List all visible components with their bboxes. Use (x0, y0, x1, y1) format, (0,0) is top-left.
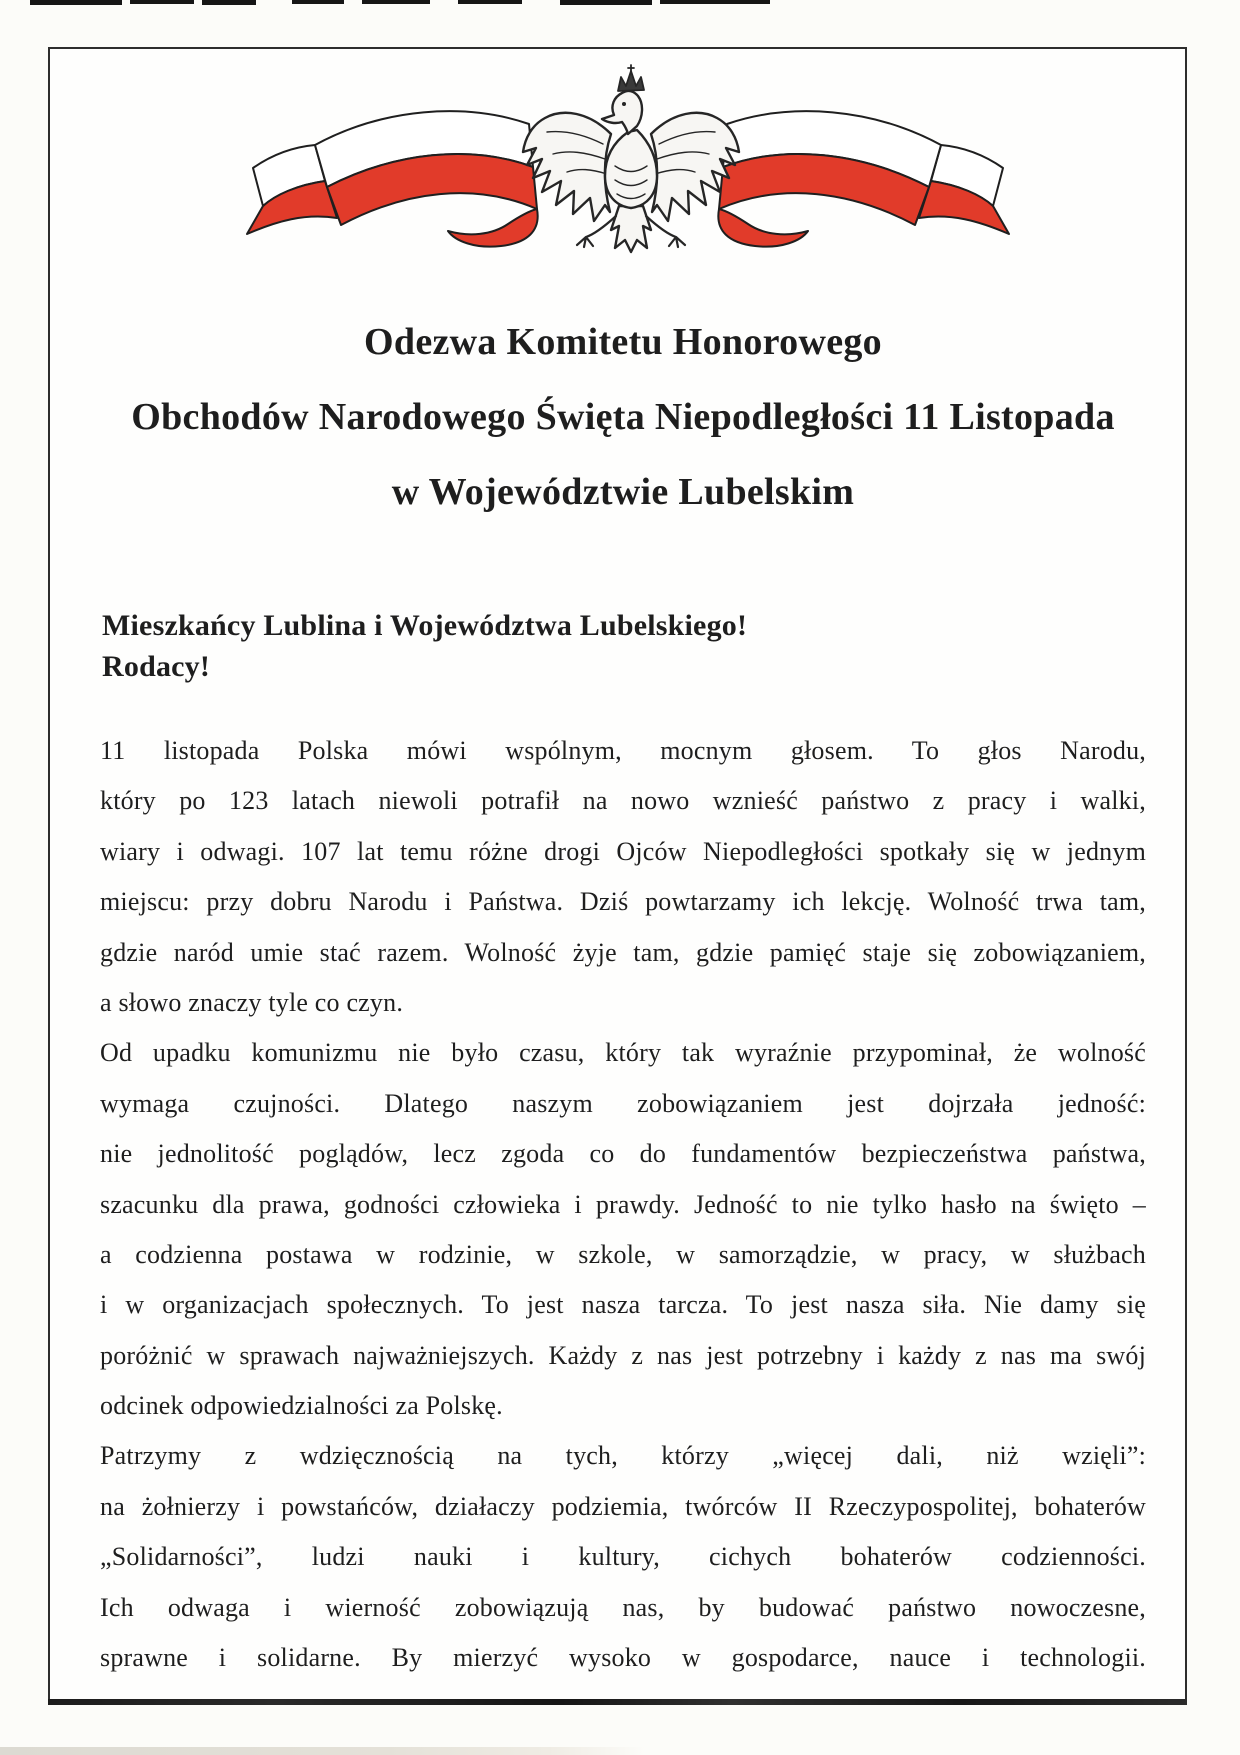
body-line: gdzie naród umie stać razem. Wolność żyje tam, gdzie pamięć staje się zobowiązaniem, (100, 937, 1146, 967)
salutation-line-1: Mieszkańcy Lublina i Województwa Lubelskiego! (102, 609, 748, 642)
body-text (100, 726, 1146, 1683)
body-line: wymaga czujności. Dlatego naszym zobowiązaniem jest dojrzała jedność: (100, 1088, 1146, 1118)
body-line: który po 123 latach niewoli potrafił na nowo wznieść państwo z pracy i walki, (100, 786, 1146, 816)
body-line: nie jednolitość poglądów, lecz zgoda co do fundamentów bezpieczeństwa państwa, (100, 1139, 1146, 1169)
body-line: wiary i odwagi. 107 lat temu różne drogi Ojców Niepodległości spotkały się w jednym (100, 836, 1146, 866)
body-line: „Solidarności”, ludzi nauki i kultury, cichych bohaterów codzienności. (100, 1542, 1146, 1572)
title-line-2: Obchodów Narodowego Święta Niepodległości 11 Listopada (131, 396, 1115, 438)
page-bottom-rule (48, 1699, 1187, 1705)
scan-artifact-dash (660, 0, 770, 4)
body-line: poróżnić w sprawach najważniejszych. Każdy z nas jest potrzebny i każdy z nas ma swój (100, 1340, 1146, 1370)
left-ribbon-flag-icon (247, 111, 538, 246)
title-line-3: w Województwie Lubelskim (391, 471, 855, 513)
scan-artifact-dash (202, 0, 256, 5)
body-line: i w organizacjach społecznych. To jest nasza tarcza. To jest nasza siła. Nie damy się (100, 1290, 1146, 1320)
scan-artifact-dash (560, 0, 652, 5)
scan-artifact-dash (362, 0, 430, 4)
salutation-line-2: Rodacy! (102, 650, 211, 683)
scan-artifact-dash (292, 0, 344, 4)
emblem-graphic (233, 64, 1023, 259)
body-line: 11 listopada Polska mówi wspólnym, mocnym głosem. To głos Narodu, (100, 736, 1146, 765)
scan-artifact-dash (130, 0, 194, 4)
body-line: sprawne i solidarne. By mierzyć wysoko w gospodarce, nauce i technologii. (100, 1643, 1146, 1673)
body-line: Patrzymy z wdzięcznością na tych, którzy „więcej dali, niż wzięli”: (100, 1441, 1146, 1471)
scan-artifact-dash (30, 0, 122, 5)
document-title (100, 320, 1146, 545)
body-line: a słowo znaczy tyle co czyn. (100, 987, 404, 1017)
body-line: a codzienna postawa w rodzinie, w szkole, w samorządzie, w pracy, w służbach (100, 1239, 1146, 1269)
body-line: Ich odwaga i wierność zobowiązują nas, by budować państwo nowoczesne, (100, 1592, 1146, 1622)
body-line: Od upadku komunizmu nie było czasu, który tak wyraźnie przypominał, że wolność (100, 1038, 1146, 1068)
next-page-scan-edge (0, 1747, 645, 1755)
polish-eagle-icon (523, 65, 739, 252)
body-line: szacunku dla prawa, godności człowieka i prawdy. Jedność to nie tylko hasło na święto – (100, 1189, 1146, 1219)
title-line-1: Odezwa Komitetu Honorowego (364, 321, 882, 363)
body-line: odcinek odpowiedzialności za Polskę. (100, 1391, 503, 1421)
body-line: na żołnierzy i powstańców, działaczy podziemia, twórców II Rzeczypospolitej, bohaterów (100, 1491, 1146, 1521)
right-ribbon-flag-icon (718, 111, 1009, 246)
scan-artifact-dash (458, 0, 522, 4)
body-line: miejscu: przy dobru Narodu i Państwa. Dziś powtarzamy ich lekcję. Wolność trwa tam, (100, 887, 1146, 917)
salutation (102, 605, 1148, 687)
